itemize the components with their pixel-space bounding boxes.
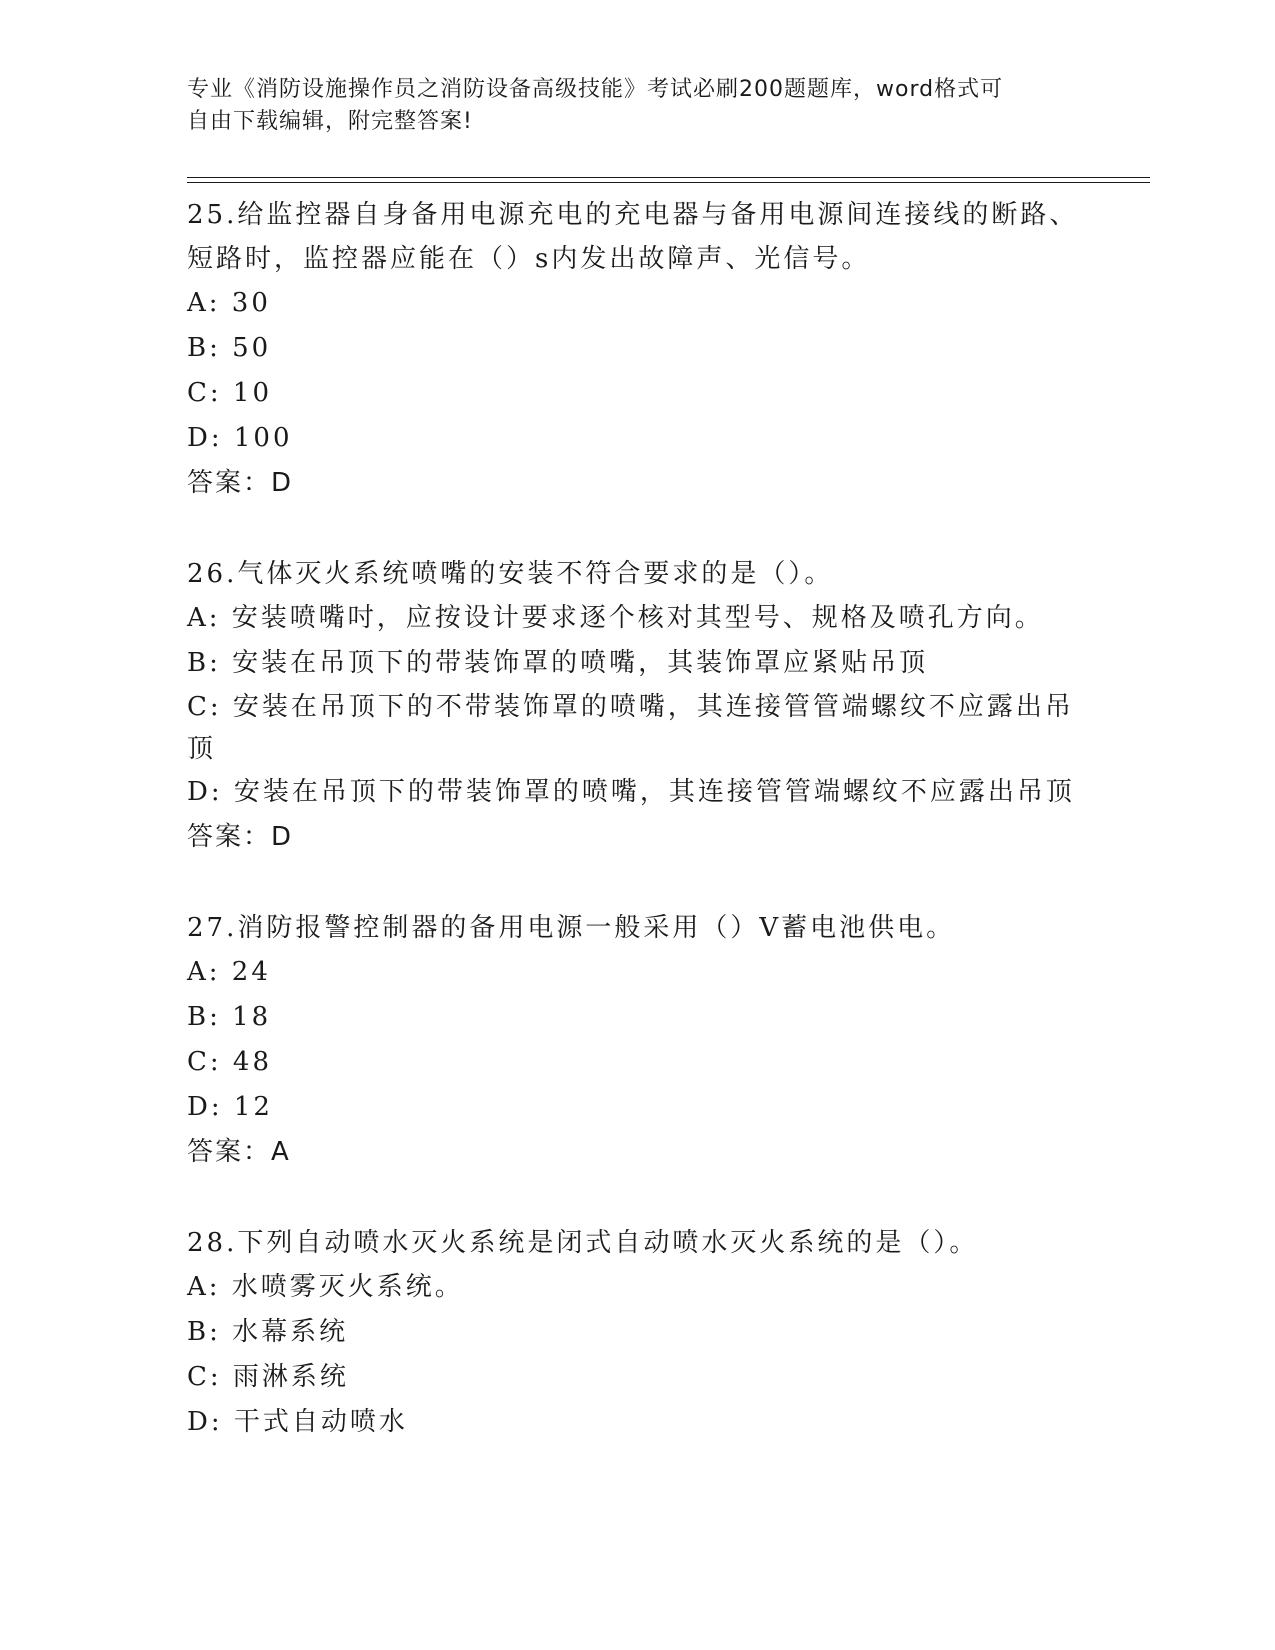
option-d: D: 100	[187, 423, 293, 453]
option-a: A: 24	[187, 957, 271, 987]
question-stem-line: 26.气体灭火系统喷嘴的安装不符合要求的是（）。	[187, 559, 834, 589]
question-26	[187, 552, 1087, 859]
option-c: C: 10	[187, 378, 273, 408]
option-b: B: 安装在吊顶下的带装饰罩的喷嘴，其装饰罩应紧贴吊顶	[187, 648, 929, 678]
option-a: A: 水喷雾灭火系统。	[187, 1272, 464, 1302]
option-b: B: 18	[187, 1002, 272, 1032]
question-27	[187, 906, 1087, 1174]
option-c: C: 雨淋系统	[187, 1362, 349, 1392]
answer-line: 答案：A	[187, 1137, 291, 1167]
header-line-2: 自由下载编辑，附完整答案!	[187, 109, 473, 134]
option-c: C: 48	[187, 1047, 273, 1077]
answer-line: 答案：D	[187, 468, 294, 498]
header-line-1: 专业《消防设施操作员之消防设备高级技能》考试必刷200题题库，word格式可	[187, 77, 1004, 102]
option-d: D: 安装在吊顶下的带装饰罩的喷嘴，其连接管管端螺纹不应露出吊顶	[187, 777, 1075, 807]
option-a: A: 30	[187, 288, 271, 318]
option-c: C: 安装在吊顶下的不带装饰罩的喷嘴，其连接管管端螺纹不应露出吊	[187, 692, 1074, 722]
option-d: D: 12	[187, 1092, 273, 1122]
answer-line: 答案：D	[187, 822, 294, 852]
header-divider-top	[187, 177, 1150, 178]
question-list	[187, 193, 1087, 1445]
document-header	[187, 74, 1067, 138]
option-b: B: 水幕系统	[187, 1317, 349, 1347]
option-a: A: 安装喷嘴吋，应按设计要求逐个核对其型号、规格及喷孔方向。	[187, 603, 1044, 633]
option-c-continued: 顶	[187, 734, 217, 764]
question-25	[187, 193, 1087, 505]
header-divider-bottom	[187, 182, 1150, 183]
question-28	[187, 1221, 1087, 1445]
question-stem-line: 27.消防报警控制器的备用电源一般采用（）V蓄电池供电。	[187, 913, 956, 943]
option-b: B: 50	[187, 333, 272, 363]
question-stem-line: 25.给监控器自身备用电源充电的充电器与备用电源间连接线的断路、	[187, 200, 1079, 230]
question-stem-line: 28.下列自动喷水灭火系统是闭式自动喷水灭火系统的是（）。	[187, 1228, 979, 1258]
question-stem-line: 短路时，监控器应能在（）s内发出故障声、光信号。	[187, 244, 871, 274]
option-d: D: 干式自动喷水	[187, 1407, 408, 1437]
